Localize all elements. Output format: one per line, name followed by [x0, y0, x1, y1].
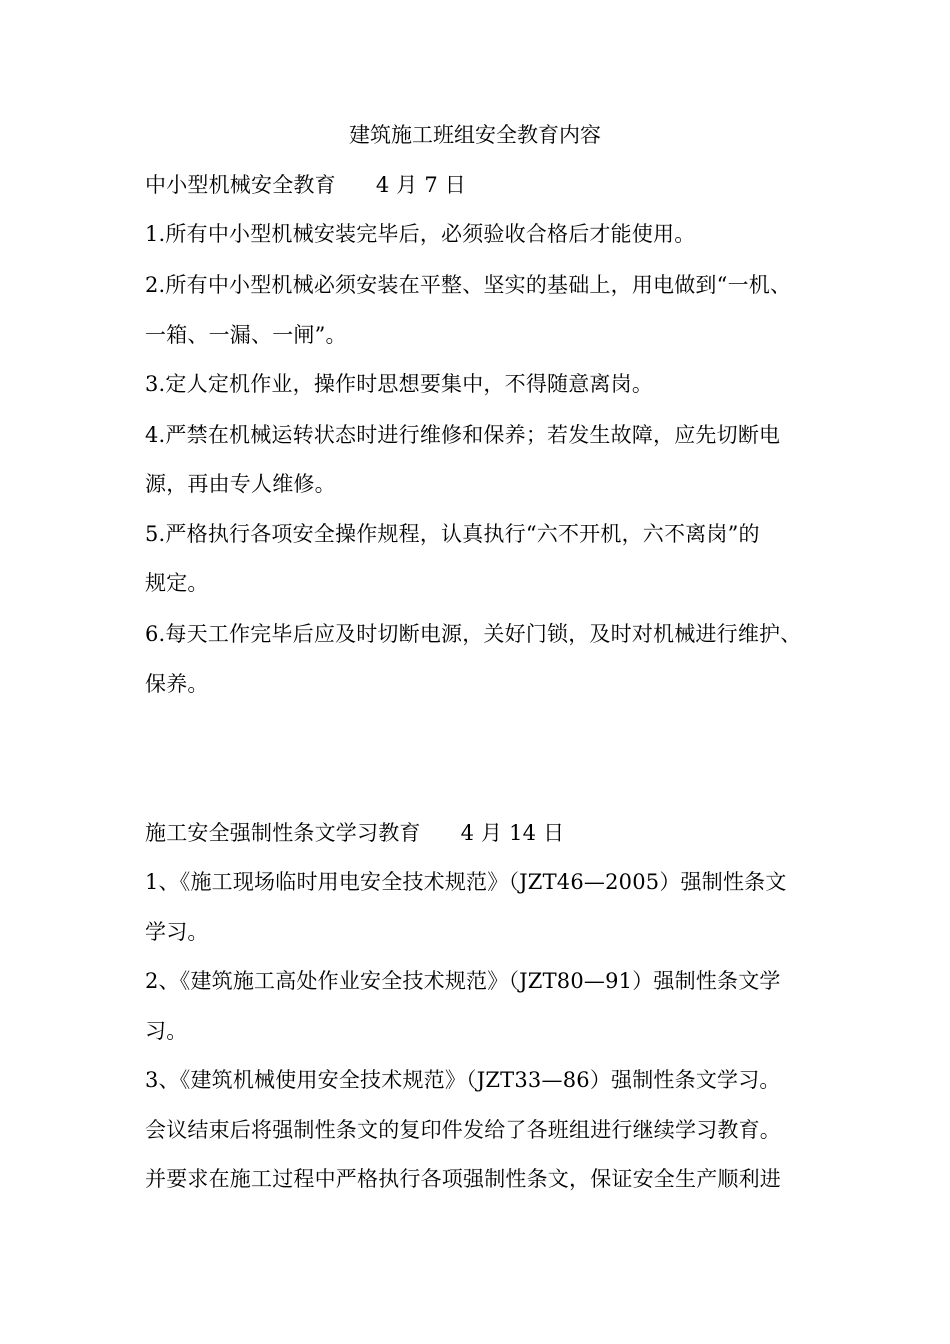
paragraph-line: 1、《施工现场临时用电安全技术规范》（JZT46—2005）强制性条文	[145, 870, 787, 894]
paragraph-line: 2、《建筑施工高处作业安全技术规范》（JZT80—91）强制性条文学	[145, 969, 781, 993]
paragraph-line: 学习。	[145, 920, 209, 944]
paragraph-line: 3.定人定机作业，操作时思想要集中，不得随意离岗。	[145, 372, 654, 396]
paragraph-line: 4.严禁在机械运转状态时进行维修和保养；若发生故障，应先切断电	[145, 423, 781, 447]
page-title: 建筑施工班组安全教育内容	[349, 123, 601, 147]
section-title: 施工安全强制性条文学习教育	[145, 821, 421, 845]
paragraph-line: 1.所有中小型机械安装完毕后，必须验收合格后才能使用。	[145, 222, 696, 246]
paragraph-line: 源，再由专人维修。	[145, 472, 336, 496]
paragraph-line: 保养。	[145, 672, 209, 696]
section-date: 4 月 14 日	[460, 821, 565, 845]
paragraph-line: 规定。	[145, 571, 209, 595]
paragraph-line: 2.所有中小型机械必须安装在平整、坚实的基础上，用电做到“一机、	[145, 273, 792, 297]
section-date: 4 月 7 日	[375, 173, 466, 197]
paragraph-line: 5.严格执行各项安全操作规程，认真执行“六不开机，六不离岗”的	[145, 522, 760, 546]
paragraph-line: 3、《建筑机械使用安全技术规范》（JZT33—86）强制性条文学习。	[145, 1068, 781, 1092]
paragraph-line: 习。	[145, 1019, 188, 1043]
section-heading	[145, 819, 815, 847]
paragraph-line: 6.每天工作完毕后应及时切断电源，关好门锁，及时对机械进行维护、	[145, 622, 802, 646]
section-heading	[145, 171, 815, 199]
paragraph-line: 并要求在施工过程中严格执行各项强制性条文，保证安全生产顺利进	[145, 1167, 781, 1191]
section-title: 中小型机械安全教育	[145, 173, 336, 197]
paragraph-line: 会议结束后将强制性条文的复印件发给了各班组进行继续学习教育。	[145, 1118, 781, 1142]
paragraph-line: 一箱、一漏、一闸”。	[145, 323, 347, 347]
